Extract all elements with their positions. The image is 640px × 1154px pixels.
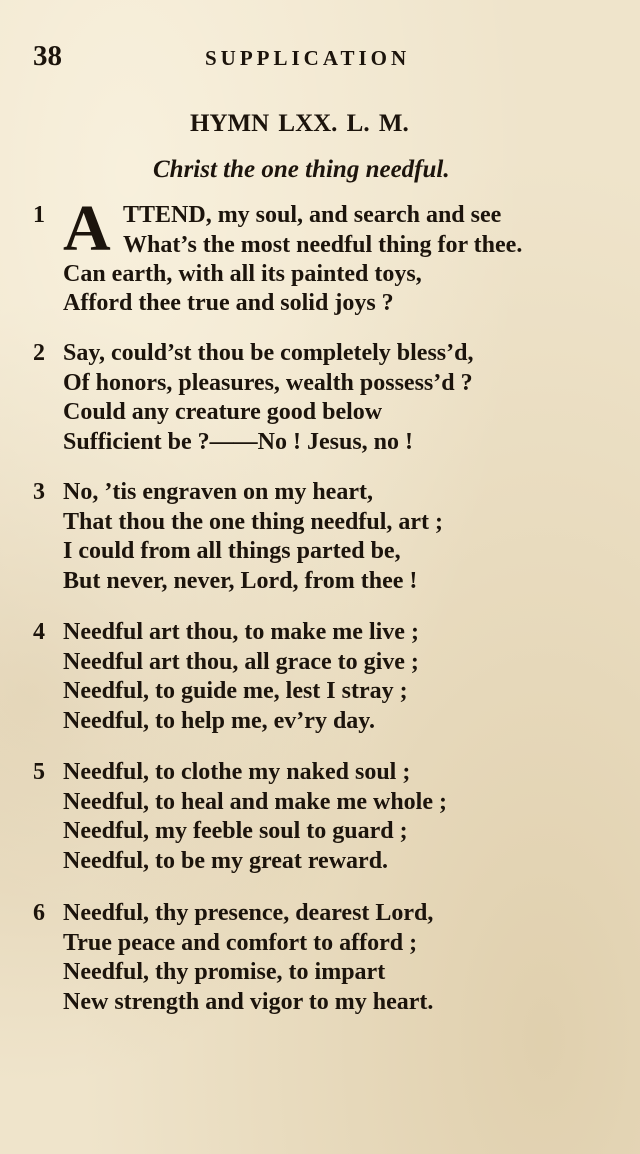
stanza-number: 5 [33, 759, 45, 785]
verse-line: New strength and vigor to my heart. [63, 989, 434, 1015]
verse-line: I could from all things parted be, [63, 538, 401, 564]
verse-line: Can earth, with all its painted toys, [63, 261, 422, 287]
verse-line: Needful, to help me, ev’ry day. [63, 708, 375, 734]
verse-line: But never, never, Lord, from thee ! [63, 568, 418, 594]
verse-line: Needful, thy promise, to impart [63, 959, 386, 985]
running-head: SUPPLICATION [205, 46, 411, 70]
verse-line: Say, could’st thou be completely bless’d, [63, 340, 474, 366]
verse-line: Needful, thy presence, dearest Lord, [63, 900, 434, 926]
stanza-number: 4 [33, 619, 45, 645]
stanza-number: 1 [33, 202, 45, 228]
verse-line: Needful art thou, all grace to give ; [63, 649, 419, 675]
stanza-number: 3 [33, 479, 45, 505]
verse-line: Needful art thou, to make me live ; [63, 619, 419, 645]
verse-line: TTEND, my soul, and search and see [123, 202, 502, 228]
hymn-title: HYMN LXX. L. M. [190, 110, 409, 137]
verse-line: Needful, to heal and make me whole ; [63, 789, 447, 815]
verse-line: Afford thee true and solid joys ? [63, 290, 394, 316]
verse-line: What’s the most needful thing for thee. [123, 232, 523, 258]
verse-line: Needful, to be my great reward. [63, 848, 389, 874]
verse-line: Could any creature good below [63, 399, 383, 425]
verse-line: That thou the one thing needful, art ; [63, 509, 444, 535]
verse-line: Sufficient be ?——No ! Jesus, no ! [63, 429, 414, 455]
verse-line: Of honors, pleasures, wealth possess’d ? [63, 370, 473, 396]
stanza-number: 6 [33, 900, 45, 926]
verse-line: Needful, to guide me, lest I stray ; [63, 678, 408, 704]
verse-line: Needful, my feeble soul to guard ; [63, 818, 408, 844]
verse-line: Needful, to clothe my naked soul ; [63, 759, 411, 785]
verse-line: True peace and comfort to afford ; [63, 930, 418, 956]
verse-line: No, ’tis engraven on my heart, [63, 479, 373, 505]
stanza-number: 2 [33, 340, 45, 366]
hymn-subtitle: Christ the one thing needful. [153, 156, 450, 183]
drop-cap-letter: A [63, 192, 111, 265]
page-number: 38 [33, 40, 62, 72]
